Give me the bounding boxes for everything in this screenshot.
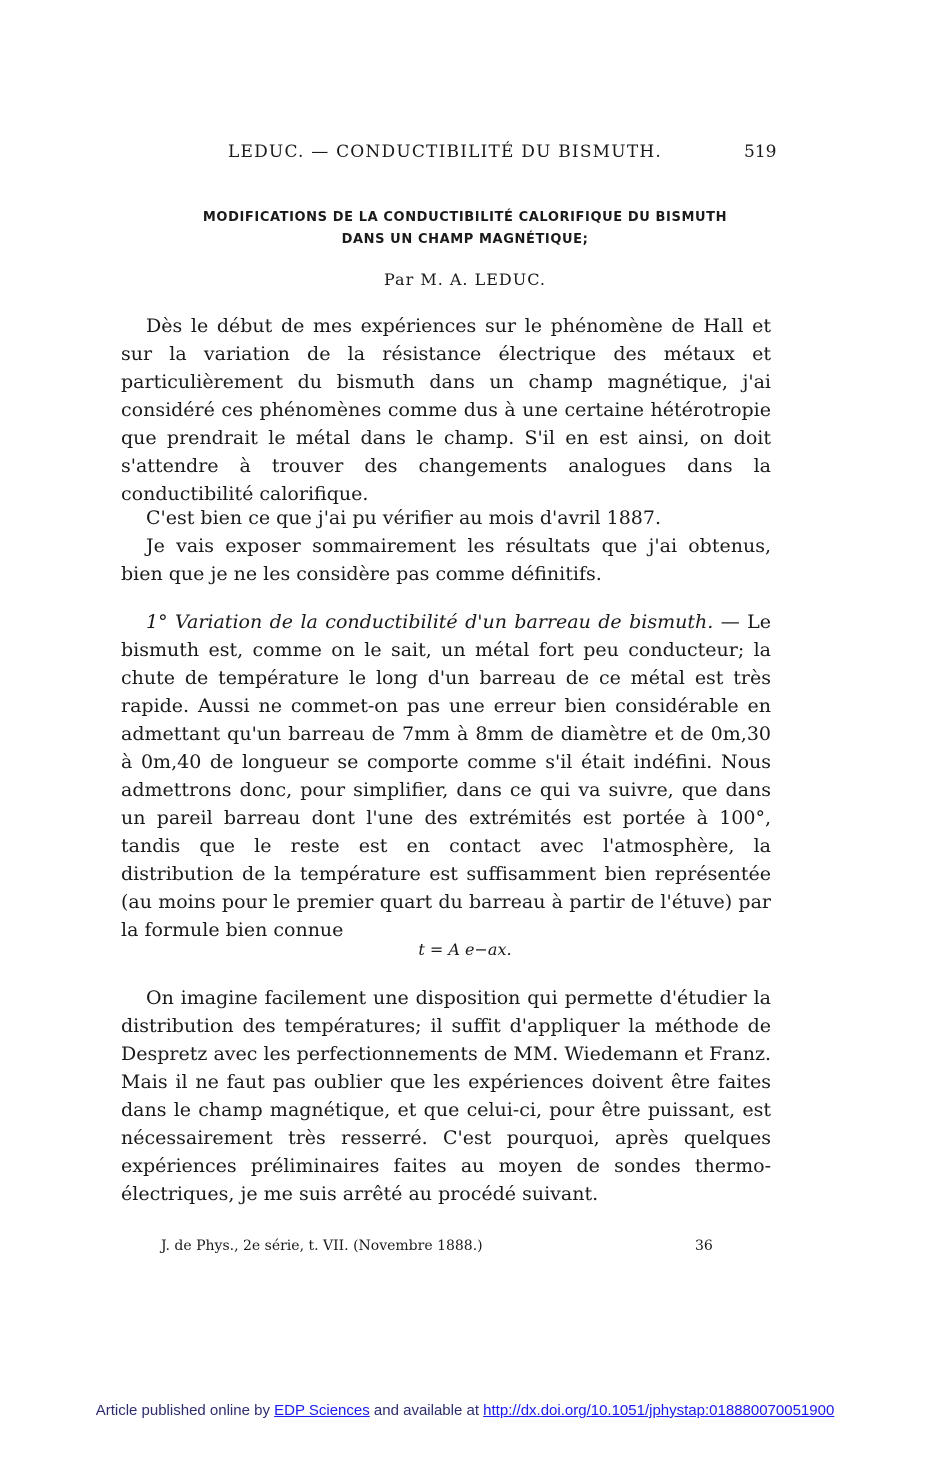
page-number: 519 bbox=[744, 142, 777, 162]
byline: Par M. A. LEDUC. bbox=[384, 270, 546, 289]
notice-middle: and available at bbox=[369, 1402, 484, 1419]
paragraph-text: — Le bismuth est, comme on le sait, un métal fort peu conducteur; la chute de température le long d'un barreau de ce métal est très rapide. Aussi ne commet-on pas une erreur bien considérable en admettant qu'un barreau de 7mm à 8mm de diamètre et de 0m,30 à 0m,40 de longueur se comporte comme s'il était indéfini. Nous admettrons donc, pour simplifier, dans ce qui va suivre, que dans un pareil barreau dont l'une des extrémités est portée à 100°, tandis que le reste est en contact avec l'atmosphère, la distribution de la température est suffisamment bien représentée (au moins pour le premier quart du barreau à partir de l'étuve) par la formule bien connue bbox=[121, 611, 771, 941]
signature-number: 36 bbox=[695, 1238, 713, 1254]
formula: t = A e−ax. bbox=[418, 940, 512, 959]
publisher-link[interactable]: EDP Sciences bbox=[274, 1402, 370, 1419]
paragraph-text: Dès le début de mes expériences sur le phénomène de Hall et sur la variation de la résistance électrique des métaux et particulièrement du bismuth dans un champ magnétique, j'ai considéré ces phénomènes comme dus à une certaine hétérotropie que prendrait le métal dans le champ. S'il en est ainsi, on doit s'attendre à trouver des changements analogues dans la conductibilité calorifique. bbox=[121, 315, 771, 505]
paragraph-text: Je vais exposer sommairement les résultats que j'ai obtenus, bien que je ne les considère pas comme définitifs. bbox=[121, 535, 771, 585]
paragraph-method bbox=[121, 984, 771, 1208]
article-title-line-1: MODIFICATIONS DE LA CONDUCTIBILITÉ CALORIFIQUE DU BISMUTH bbox=[202, 210, 728, 225]
section-heading: 1° Variation de la conductibilité d'un barreau de bismuth. bbox=[146, 611, 714, 633]
journal-citation: J. de Phys., 2e série, t. VII. (Novembre 1888.) bbox=[161, 1238, 483, 1254]
paragraph-text: C'est bien ce que j'ai pu vérifier au mois d'avril 1887. bbox=[146, 507, 662, 529]
paragraph-results bbox=[121, 532, 771, 588]
paragraph-text: On imagine facilement une disposition qui permette d'étudier la distribution des températures; il suffit d'appliquer la méthode de Despretz avec les perfectionnements de MM. Wiedemann et Franz. Mais il ne faut pas oublier que les expériences doivent être faites dans le champ magnétique, et que celui-ci, pour être puissant, est nécessairement très resserré. C'est pourquoi, après quelques expériences préliminaires faites au moyen de sondes thermo-électriques, je me suis arrêté au procédé suivant. bbox=[121, 987, 771, 1205]
section-paragraph bbox=[121, 608, 771, 944]
paragraph-intro bbox=[121, 312, 771, 508]
section-bar-conductivity bbox=[121, 608, 771, 944]
article-title-line-2: DANS UN CHAMP MAGNÉTIQUE; bbox=[341, 232, 589, 247]
doi-link[interactable]: http://dx.doi.org/10.1051/jphystap:018880070051900 bbox=[483, 1402, 835, 1419]
paragraph-verification bbox=[121, 504, 771, 532]
publication-notice bbox=[0, 1402, 930, 1419]
running-head: LEDUC. — CONDUCTIBILITÉ DU BISMUTH. bbox=[228, 142, 662, 162]
notice-prefix: Article published online by bbox=[95, 1402, 275, 1419]
